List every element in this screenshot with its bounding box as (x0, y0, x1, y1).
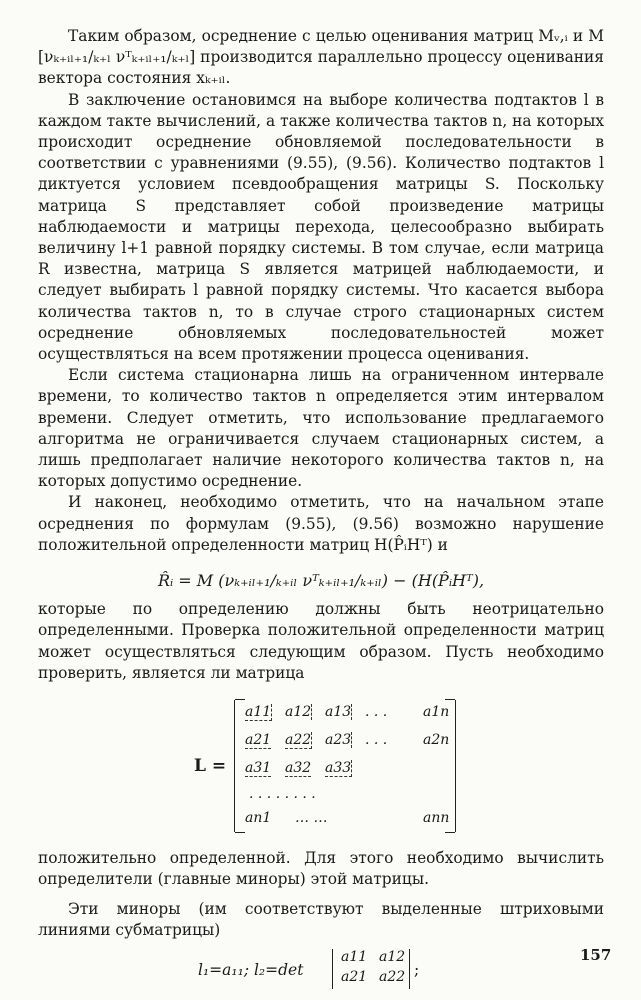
det-matrix (332, 949, 410, 989)
det-a22: a22 (379, 968, 406, 985)
paragraph-3: Если система стационарна лишь на ограниченном интервале времени, то количество тактов n определяется этим интервалом времени. Следует отметить, что использование предлагаемого алгоритма не ограничивается случаем стационарных систем, а лишь предполагает наличие некоторого количества тактов n, на которых допустимо осреднение. (38, 366, 604, 491)
cell-a13: a13 (325, 704, 352, 721)
cell-a31: a31 (245, 760, 272, 777)
cell-ann: ann (423, 810, 450, 827)
matrix-block (38, 694, 604, 842)
paragraph-6: положительно определенной. Для этого необходимо вычислить определители (главные миноры) этой матрицы. (38, 849, 604, 889)
cell-a33: a33 (325, 760, 352, 777)
det-a11: a11 (341, 948, 368, 965)
cell-a1n: a1n (423, 704, 450, 721)
cell-a21: a21 (245, 732, 272, 749)
cell-a11: a11 (245, 704, 272, 721)
page-text (38, 26, 604, 993)
paragraph-1: Таким образом, осреднение с целью оценивания матриц Mᵥ,ᵢ и M [νₖ₊ᵢₗ₊₁/ₖ₊ₗ νᵀₖ₊ᵢₗ₊₁/ₖ₊ₗ] производится параллельно процессу оценивания вектора состояния xₖ₊ᵢₗ. (38, 27, 604, 88)
minors-text: l₁=a₁₁; l₂=det (198, 960, 304, 979)
cell-a22: a22 (285, 732, 312, 749)
paragraph-5: которые по определению должны быть неотрицательно определенными. Проверка положительной определенности матриц может осуществляться следующим образом. Пусть необходимо проверить, является ли матрица (38, 600, 604, 682)
formula-r: R̂ᵢ = M (νₖ₊ᵢₗ₊₁/ₖ₊ᵢₗ νᵀₖ₊ᵢₗ₊₁/ₖ₊ᵢₗ) − (H(P̂ᵢHᵀ), (157, 571, 485, 591)
det-a12: a12 (379, 948, 406, 965)
cell-a32: a32 (285, 760, 312, 777)
det-a21: a21 (341, 968, 368, 985)
dots-r2: . . . (365, 732, 388, 749)
minors-end: ; (414, 960, 420, 979)
paragraph-2: В заключение остановимся на выборе количества подтактов l в каждом такте вычислений, а также количества тактов n, на которых происходит осреднение обновляемой последовательности в соответствии с уравнениями (9.55), (9.56). Количество подтактов l диктуется условием псевдообращения матрицы S. Поскольку матрица S представляет собой произведение матрицы наблюдаемости и матрицы перехода, целесообразно выбирать величину l+1 равной порядку системы. В том случае, если матрица R известна, матрица S является матрицей наблюдаемости, и следует выбирать l равной порядку системы. Что касается выбора количества тактов n, то в случае строго стационарных систем осреднение обновляемых последовательностей может осуществляться на всем протяжении процесса оценивания. (38, 90, 604, 364)
dots-r1: . . . (365, 704, 388, 721)
paragraph-4: И наконец, необходимо отметить, что на начальном этапе осреднения по формулам (9.55), (9.56) возможно нарушение положительной определенности матриц H(P̂ᵢHᵀ) и (38, 493, 604, 554)
dots-row: . . . . . . . . (249, 786, 316, 803)
cell-a23: a23 (325, 732, 352, 749)
ellipsis: … … (295, 810, 328, 827)
page-number: 157 (580, 946, 612, 964)
matrix-L (234, 700, 456, 832)
matrix-label: L = (194, 756, 227, 777)
cell-an1: an1 (245, 810, 272, 827)
minors-formula (38, 945, 604, 993)
paragraph-7: Эти миноры (им соответствуют выделенные штриховыми линиями субматрицы) (38, 899, 604, 939)
cell-a2n: a2n (423, 732, 450, 749)
cell-a12: a12 (285, 704, 312, 721)
